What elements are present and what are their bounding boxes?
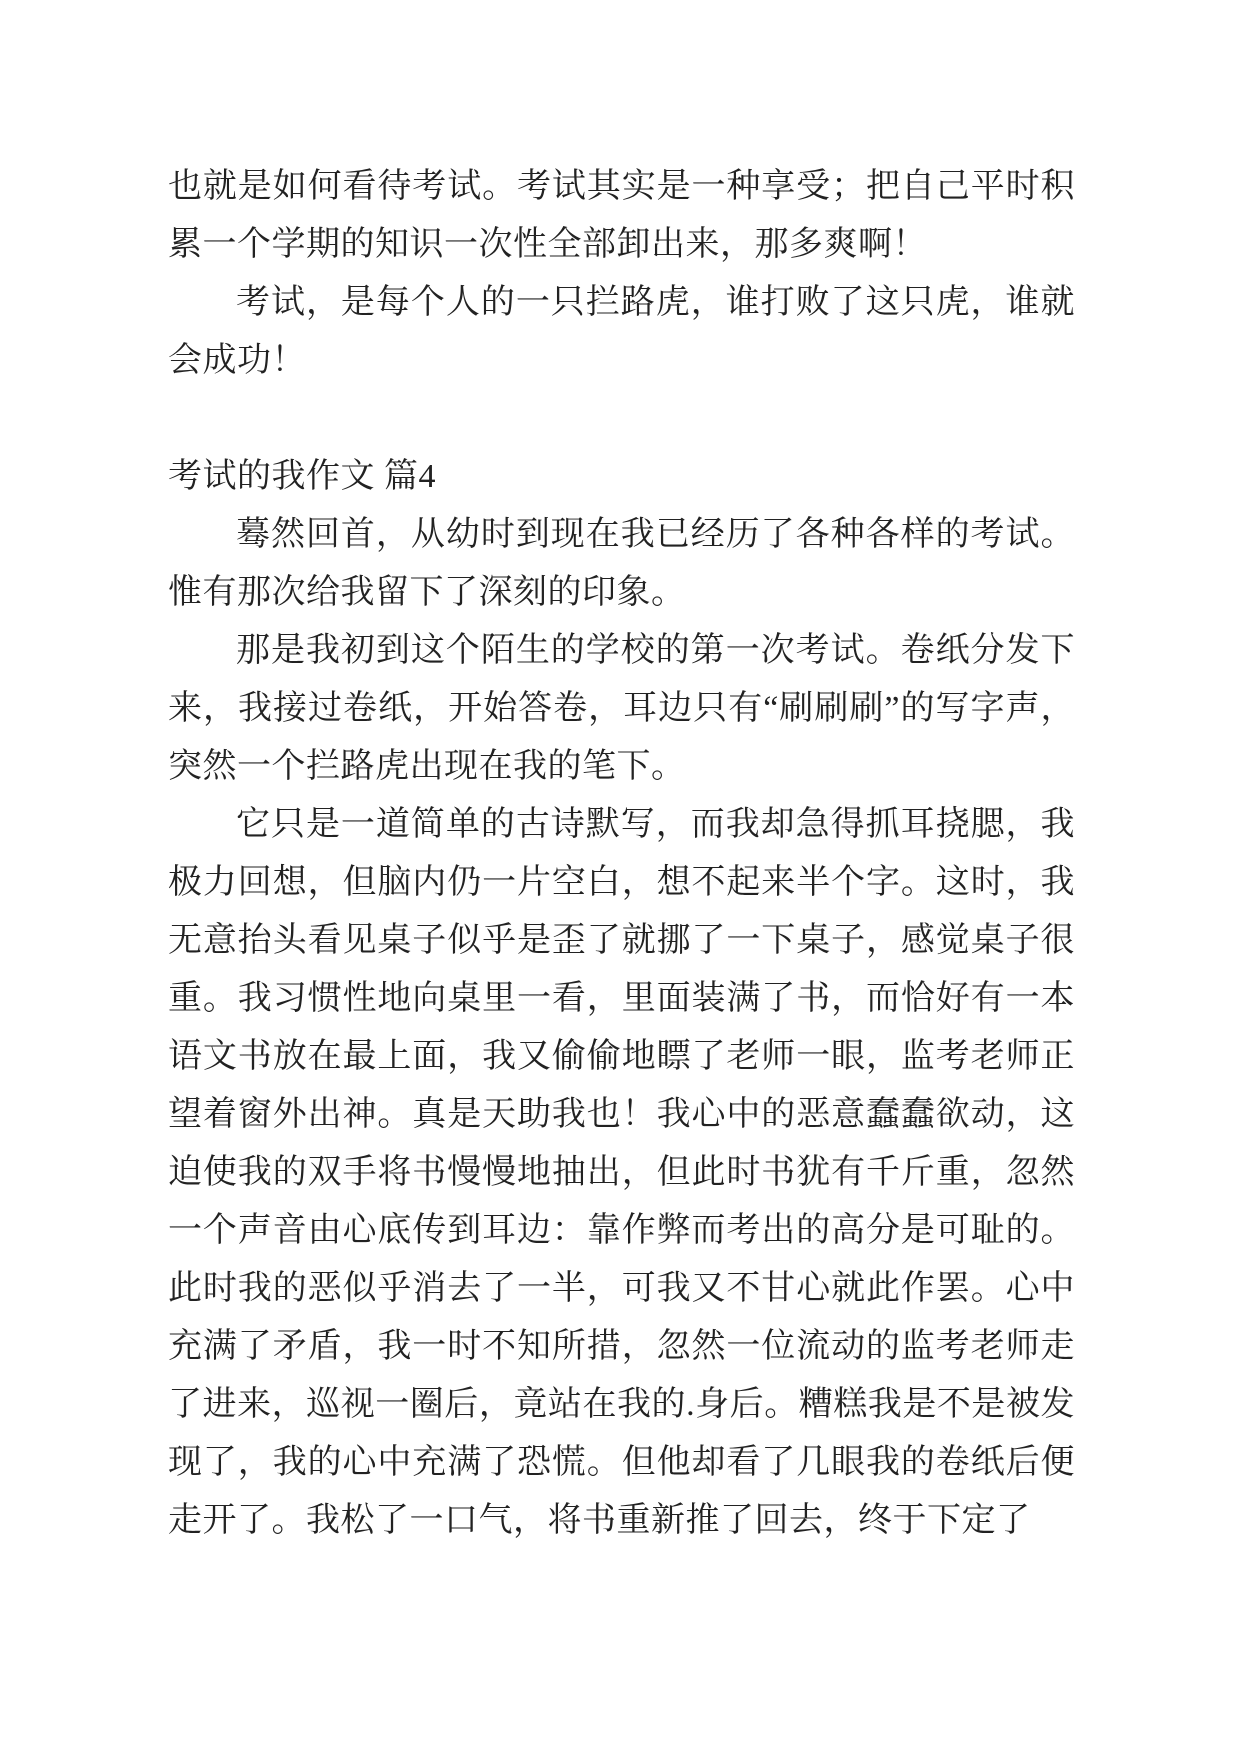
paragraph: 那是我初到这个陌生的学校的第一次考试。卷纸分发下来，我接过卷纸，开始答卷，耳边只有“刷刷刷”的写字声，突然一个拦路虎出现在我的笔下。 [168, 632, 1075, 785]
paragraph: 考试，是每个人的一只拦路虎，谁打败了这只虎，谁就会成功！ [168, 284, 1075, 379]
paragraph: 它只是一道简单的古诗默写，而我却急得抓耳挠腮，我极力回想，但脑内仍一片空白，想不起来半个字。这时，我无意抬头看见桌子似乎是歪了就挪了一下桌子，感觉桌子很重。我习惯性地向桌里一看，里面装满了书，而恰好有一本语文书放在最上面，我又偷偷地瞟了老师一眼，监考老师正望着窗外出神。真是天助我也！我心中的恶意蠢蠢欲动，这迫使我的双手将书慢慢地抽出，但此时书犹有千斤重，忽然一个声音由心底传到耳边：靠作弊而考出的高分是可耻的。此时我的恶似乎消去了一半，可我又不甘心就此作罢。心中充满了矛盾，我一时不知所措，忽然一位流动的监考老师走了进来，巡视一圈后，竟站在我的.身后。糟糕我是不是被发现了，我的心中充满了恐慌。但他却看了几眼我的卷纸后便走开了。我松了一口气，将书重新推了回去，终于下定了 [168, 806, 1075, 1539]
section-heading: 考试的我作文 篇4 [168, 458, 436, 495]
paragraph: 蓦然回首，从幼时到现在我已经历了各种各样的考试。惟有那次给我留下了深刻的印象。 [168, 516, 1075, 611]
continuation-paragraph: 也就是如何看待考试。考试其实是一种享受；把自己平时积累一个学期的知识一次性全部卸出来，那多爽啊！ [168, 168, 1075, 263]
